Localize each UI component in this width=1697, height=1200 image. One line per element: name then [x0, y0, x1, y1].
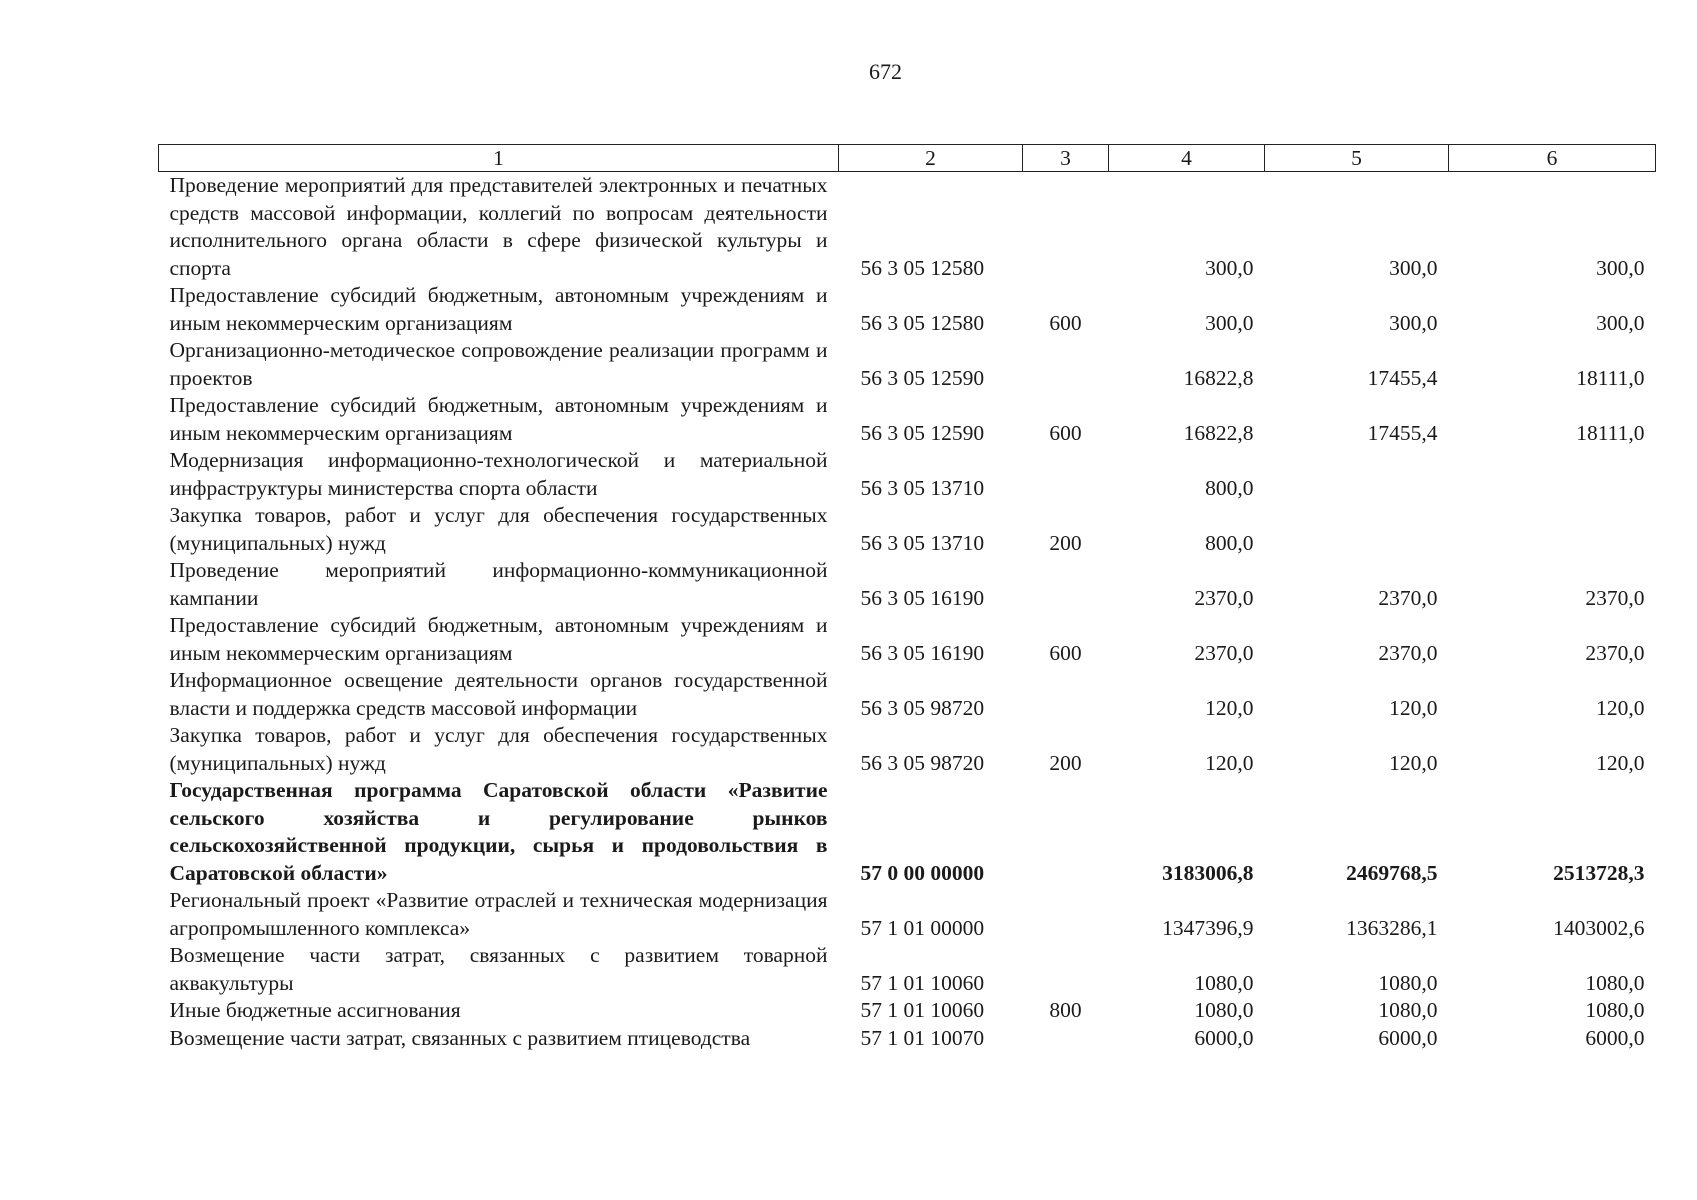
row-expense-type [1023, 557, 1109, 612]
row-value-col4: 1080,0 [1194, 970, 1254, 995]
row-value-col4: 120,0 [1205, 695, 1254, 720]
table-row [159, 447, 1656, 502]
table-row [159, 502, 1656, 557]
column-header-4: 4 [1109, 145, 1265, 172]
row-name: Возмещение части затрат, связанных с развитием товарной аквакультуры [169, 943, 828, 995]
row-value-col6 [1449, 447, 1656, 502]
row-expense-type: 600 [1049, 420, 1082, 445]
column-header-6: 6 [1449, 145, 1656, 172]
row-expense-type: 600 [1049, 640, 1082, 665]
row-name: Проведение мероприятий информационно-коммуникационной кампании [169, 558, 828, 610]
row-expense-type [1023, 667, 1109, 722]
row-name: Информационное освещение деятельности органов государственной власти и поддержка средств массовой информации [169, 668, 828, 720]
row-value-col6: 120,0 [1596, 695, 1645, 720]
row-expense-type: 200 [1049, 530, 1082, 555]
row-value-col5 [1265, 502, 1449, 557]
row-value-col5: 300,0 [1389, 310, 1438, 335]
row-expense-type [1023, 172, 1109, 283]
row-value-col4: 3183006,8 [1162, 860, 1254, 885]
row-value-col4: 800,0 [1205, 475, 1254, 500]
table-row [159, 282, 1656, 337]
row-value-col4: 1347396,9 [1162, 915, 1254, 940]
table-row [159, 612, 1656, 667]
column-header-2: 2 [839, 145, 1023, 172]
row-value-col5: 1080,0 [1378, 998, 1438, 1022]
row-value-col5: 2370,0 [1378, 640, 1438, 665]
row-name: Предоставление субсидий бюджетным, автономным учреждениям и иным некоммерческим организациям [169, 393, 828, 445]
table-row [159, 667, 1656, 722]
row-name: Модернизация информационно-технологической и материальной инфраструктуры министерства спорта области [169, 448, 828, 500]
table-row [159, 777, 1656, 887]
row-value-col6: 300,0 [1596, 255, 1645, 280]
row-value-col5: 6000,0 [1378, 1025, 1438, 1050]
row-value-col4: 16822,8 [1183, 420, 1254, 445]
budget-table [158, 144, 1656, 1052]
row-value-col6: 2370,0 [1585, 585, 1645, 610]
row-name: Иные бюджетные ассигнования [169, 998, 461, 1022]
row-value-col4: 300,0 [1205, 310, 1254, 335]
row-value-col4: 16822,8 [1183, 365, 1254, 390]
table-row [159, 887, 1656, 942]
row-value-col6 [1449, 502, 1656, 557]
row-value-col6: 1080,0 [1585, 970, 1645, 995]
row-value-col6: 1080,0 [1585, 998, 1645, 1022]
table-row [159, 997, 1656, 1025]
row-expense-type: 600 [1049, 310, 1082, 335]
row-expense-type: 800 [1049, 998, 1082, 1022]
row-code: 57 1 01 10070 [860, 1025, 985, 1050]
row-value-col4: 300,0 [1205, 255, 1254, 280]
table-row [159, 1025, 1656, 1053]
row-code: 57 0 00 00000 [860, 860, 985, 885]
row-name: Государственная программа Саратовской области «Развитие сельского хозяйства и регулирование рынков сельскохозяйственной продукции, сырья и продовольствия в Саратовской области» [169, 778, 828, 885]
row-expense-type: 200 [1049, 750, 1082, 775]
row-expense-type [1023, 942, 1109, 997]
row-value-col4: 800,0 [1205, 530, 1254, 555]
row-expense-type [1023, 1025, 1109, 1053]
row-value-col5: 17455,4 [1367, 420, 1438, 445]
row-code: 56 3 05 13710 [860, 475, 985, 500]
row-code: 56 3 05 98720 [860, 695, 985, 720]
row-value-col6: 2513728,3 [1553, 860, 1645, 885]
row-code: 56 3 05 98720 [860, 750, 985, 775]
table-row [159, 942, 1656, 997]
row-code: 56 3 05 12590 [860, 365, 985, 390]
row-code: 56 3 05 13710 [860, 530, 985, 555]
row-value-col6: 2370,0 [1585, 640, 1645, 665]
row-value-col5: 2469768,5 [1346, 860, 1438, 885]
column-header-1: 1 [159, 145, 839, 172]
row-name: Предоставление субсидий бюджетным, автономным учреждениям и иным некоммерческим организациям [169, 283, 828, 335]
table-row [159, 392, 1656, 447]
row-value-col6: 300,0 [1596, 310, 1645, 335]
row-code: 56 3 05 12580 [860, 310, 985, 335]
row-value-col5: 300,0 [1389, 255, 1438, 280]
row-value-col5: 1080,0 [1378, 970, 1438, 995]
row-name: Предоставление субсидий бюджетным, автономным учреждениям и иным некоммерческим организациям [169, 613, 828, 665]
table-body [159, 172, 1656, 1053]
row-code: 56 3 05 16190 [860, 585, 985, 610]
row-code: 56 3 05 12580 [860, 255, 985, 280]
row-value-col6: 18111,0 [1576, 420, 1645, 445]
row-code: 57 1 01 10060 [860, 998, 985, 1022]
row-expense-type [1023, 887, 1109, 942]
column-header-5: 5 [1265, 145, 1449, 172]
row-code: 57 1 01 10060 [860, 970, 985, 995]
row-name: Проведение мероприятий для представителей электронных и печатных средств массовой информации, коллегий по вопросам деятельности исполнительного органа области в сфере физической культуры и спорта [169, 173, 828, 280]
header-row [159, 145, 1656, 172]
row-value-col5: 17455,4 [1367, 365, 1438, 390]
row-name: Закупка товаров, работ и услуг для обеспечения государственных (муниципальных) нужд [169, 723, 828, 775]
row-value-col4: 6000,0 [1194, 1025, 1254, 1050]
row-expense-type [1023, 447, 1109, 502]
row-value-col5: 1363286,1 [1346, 915, 1438, 940]
table-row [159, 722, 1656, 777]
row-value-col6: 18111,0 [1576, 365, 1645, 390]
row-code: 56 3 05 12590 [860, 420, 985, 445]
row-value-col4: 120,0 [1205, 750, 1254, 775]
row-name: Региональный проект «Развитие отраслей и техническая модернизация агропромышленного комплекса» [169, 888, 828, 940]
table-header [159, 145, 1656, 172]
row-value-col6: 120,0 [1596, 750, 1645, 775]
table-row [159, 337, 1656, 392]
column-header-3: 3 [1023, 145, 1109, 172]
row-value-col6: 6000,0 [1585, 1025, 1645, 1050]
row-code: 56 3 05 16190 [860, 640, 985, 665]
row-value-col4: 2370,0 [1194, 585, 1254, 610]
row-value-col5 [1265, 447, 1449, 502]
row-expense-type [1023, 777, 1109, 887]
row-value-col6: 1403002,6 [1553, 915, 1645, 940]
page-number: 672 [869, 59, 902, 84]
row-value-col4: 1080,0 [1194, 998, 1254, 1022]
table-row [159, 557, 1656, 612]
row-value-col4: 2370,0 [1194, 640, 1254, 665]
row-name: Возмещение части затрат, связанных с развитием птицеводства [169, 1025, 751, 1050]
row-value-col5: 120,0 [1389, 695, 1438, 720]
row-code: 57 1 01 00000 [860, 915, 985, 940]
table-row [159, 172, 1656, 283]
row-name: Закупка товаров, работ и услуг для обеспечения государственных (муниципальных) нужд [169, 503, 828, 555]
row-expense-type [1023, 337, 1109, 392]
row-value-col5: 120,0 [1389, 750, 1438, 775]
row-name: Организационно-методическое сопровождение реализации программ и проектов [169, 338, 828, 390]
row-value-col5: 2370,0 [1378, 585, 1438, 610]
